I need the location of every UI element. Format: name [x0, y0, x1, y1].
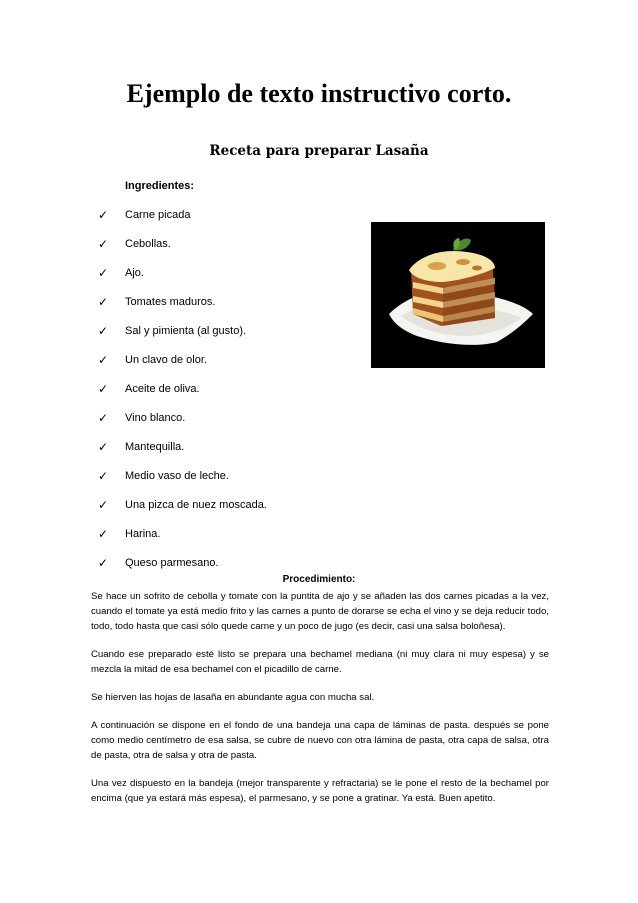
- ingredient-item: [98, 350, 267, 379]
- ingredient-text: Ajo.: [125, 267, 144, 279]
- recipe-subtitle: [0, 141, 638, 161]
- ingredient-text: Aceite de oliva.: [125, 383, 200, 395]
- ingredient-item: [98, 437, 267, 466]
- ingredient-item: [98, 379, 267, 408]
- lasagna-photo: [371, 222, 545, 368]
- lasagna-image: [371, 222, 545, 368]
- checkmark-icon: ✓: [98, 440, 109, 454]
- procedure-paragraph: Se hace un sofrito de cebolla y tomate con la puntita de ajo y se añaden las dos carnes picadas a la vez, cuando el tomate ya está medio frito y las carnes a punto de dorarse se echa el vino y se deja reducir todo, todo, todo hasta que casi sólo quede carne y un poco de jugo (es decir, casi una salsa boloñesa).: [91, 591, 549, 632]
- ingredient-text: Harina.: [125, 528, 161, 540]
- checkmark-icon: ✓: [98, 295, 109, 309]
- ingredients-heading: Ingredientes:: [125, 180, 195, 192]
- checkmark-icon: ✓: [98, 324, 109, 338]
- ingredient-item: [98, 408, 267, 437]
- checkmark-icon: ✓: [98, 498, 109, 512]
- procedure-paragraph: Cuando ese preparado esté listo se prepara una bechamel mediana (ni muy clara ni muy espesa) y se mezcla la mitad de esa bechamel con el picadillo de carne.: [91, 649, 549, 675]
- ingredient-item: [98, 263, 267, 292]
- checkmark-icon: ✓: [98, 411, 109, 425]
- ingredient-text: Una pizca de nuez moscada.: [125, 499, 267, 511]
- checkmark-icon: ✓: [98, 556, 109, 570]
- procedure-paragraph: Una vez dispuesto en la bandeja (mejor transparente y refractaria) se le pone el resto de la bechamel por encima (que ya estará más espesa), el parmesano, y se pone a gratinar. Ya está. Buen apetito.: [91, 778, 549, 804]
- ingredient-item: [98, 524, 267, 553]
- checkmark-icon: ✓: [98, 208, 109, 222]
- procedure-paragraph: A continuación se dispone en el fondo de una bandeja una capa de láminas de pasta. después se pone como medio centímetro de esa salsa, se cubre de nuevo con otra lámina de pasta, otra capa de salsa, otra de pasta, otra de salsa y otra de pasta.: [91, 720, 549, 761]
- ingredient-item: [98, 466, 267, 495]
- ingredient-item: [98, 292, 267, 321]
- checkmark-icon: ✓: [98, 527, 109, 541]
- ingredients-list: [98, 205, 267, 582]
- ingredient-text: Vino blanco.: [125, 412, 186, 424]
- checkmark-icon: ✓: [98, 266, 109, 280]
- page-title: Ejemplo de texto instructivo corto.: [126, 79, 512, 108]
- checkmark-icon: ✓: [98, 237, 109, 251]
- procedure-text: [91, 589, 549, 819]
- ingredient-text: Tomates maduros.: [125, 296, 216, 308]
- procedure-paragraph: Se hierven las hojas de lasaña en abundante agua con mucha sal.: [91, 692, 375, 703]
- ingredient-text: Medio vaso de leche.: [125, 470, 229, 482]
- ingredient-item: [98, 205, 267, 234]
- ingredient-text: Cebollas.: [125, 238, 171, 250]
- ingredient-text: Queso parmesano.: [125, 557, 219, 569]
- recipe-subtitle-text: Receta para preparar Lasaña: [209, 143, 429, 159]
- checkmark-icon: ✓: [98, 382, 109, 396]
- ingredient-text: Un clavo de olor.: [125, 354, 207, 366]
- ingredient-item: [98, 234, 267, 263]
- checkmark-icon: ✓: [98, 353, 109, 367]
- ingredient-item: [98, 495, 267, 524]
- ingredient-item: [98, 321, 267, 350]
- ingredient-text: Mantequilla.: [125, 441, 185, 453]
- procedure-heading: Procedimiento:: [282, 574, 356, 585]
- ingredient-text: Carne picada: [125, 209, 191, 221]
- ingredient-text: Sal y pimienta (al gusto).: [125, 325, 247, 337]
- checkmark-icon: ✓: [98, 469, 109, 483]
